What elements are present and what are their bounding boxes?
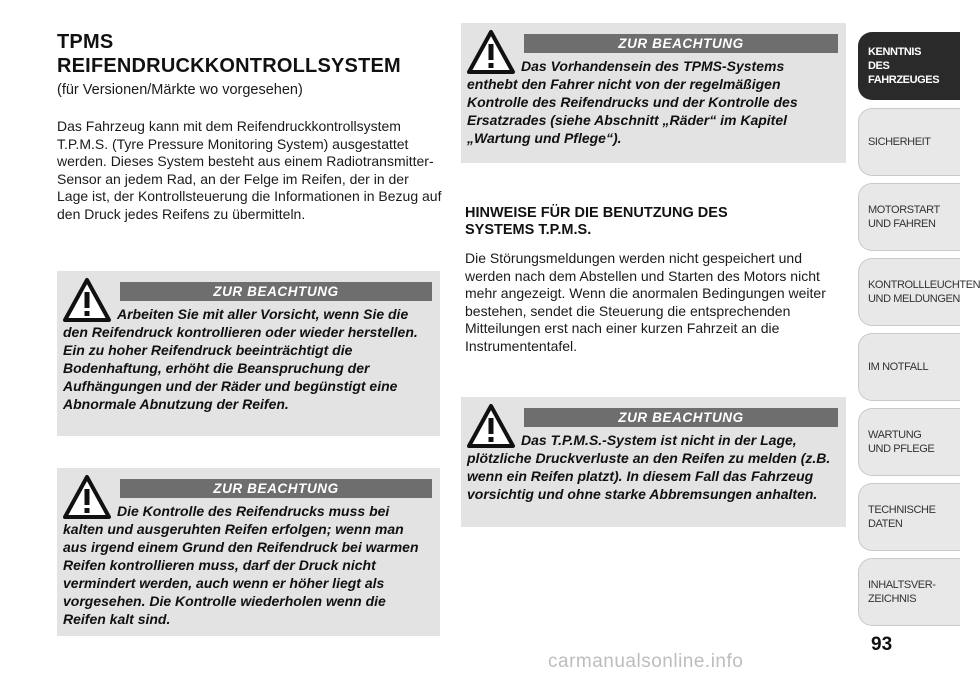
- warning-banner: ZUR BEACHTUNG: [120, 479, 432, 498]
- page-number: 93: [871, 634, 893, 655]
- watermark: carmanualsonline.info: [548, 651, 744, 672]
- warning-box-2: [57, 468, 440, 636]
- tab-kontrollleuchten-und-meldungen[interactable]: [858, 258, 980, 326]
- warning-banner: ZUR BEACHTUNG: [120, 282, 432, 301]
- tab-label: IM NOTFALL: [868, 361, 929, 373]
- tab-label: TECHNISCHE DATEN: [868, 504, 936, 530]
- warning-box-1: [57, 271, 440, 436]
- warning-box-4: [461, 397, 846, 527]
- tab-im-notfall[interactable]: [858, 333, 960, 401]
- tab-sicherheit[interactable]: [858, 108, 960, 176]
- page-subtitle: (für Versionen/Märkte wo vorgesehen): [57, 82, 303, 98]
- tab-label: WARTUNG UND PFLEGE: [868, 429, 935, 455]
- tab-label: INHALTSVER- ZEICHNIS: [868, 579, 936, 605]
- tab-wartung-und-pflege[interactable]: [858, 408, 960, 476]
- warning-text: Die Kontrolle des Reifendrucks muss bei kalten und ausgeruhten Reifen erfolgen; wenn man aus irgend einem Grund den Reifendruck bei warmen Reifen kontrollieren muss, darf der Druck nicht vermindert werden, auch wenn er höher liegt als vorgesehen. Die Kontrolle wiederholen wenn die Reifen kalt sind.: [63, 503, 419, 627]
- tab-label: KONTROLLLEUCHTEN UND MELDUNGEN: [868, 279, 980, 305]
- section-paragraph: Die Störungsmeldungen werden nicht gespeichert und werden nach dem Abstellen und Starten des Motors nicht mehr angezeigt. Wenn die anormalen Bedingungen weiter bestehen, sendet die Steuerung die entsprechenden Mitteilungen erst nach einer kurzen Fahrzeit an die Instrumententafel.: [465, 250, 826, 354]
- warning-text: Das Vorhandensein des TPMS-Systems enthebt den Fahrer nicht von der regelmäßigen Kontrolle des Reifendrucks und der Kontrolle des Ersatzrades (siehe Abschnitt „Räder“ im Kapitel „Wartung und Pflege“).: [467, 58, 798, 146]
- chapter-tabs: [858, 0, 980, 677]
- intro-paragraph: Das Fahrzeug kann mit dem Reifendruckkontrollsystem T.P.M.S. (Tyre Pressure Monitoring System) ausgestattet werden. Dieses System besteht aus einem Radiotransmitter-Sensor an jedem Rad, an der Felge im Reifen, der in der Lage ist, der Kontrollsteuerung die Informationen in Bezug auf den Druck jedes Reifens zu übermitteln.: [57, 118, 442, 222]
- tab-inhaltsverzeichnis[interactable]: [858, 558, 960, 626]
- page-title: [57, 30, 437, 78]
- page-title-line-2: REIFENDRUCKKONTROLLSYSTEM: [57, 55, 401, 77]
- tab-kenntnis-des-fahrzeuges[interactable]: [858, 32, 960, 100]
- tab-label: KENNTNIS DES FAHRZEUGES: [868, 46, 940, 86]
- warning-text: Arbeiten Sie mit aller Vorsicht, wenn Sie die den Reifendruck kontrollieren oder wieder herstellen. Ein zu hoher Reifendruck beeinträchtigt die Bodenhaftung, erhöht die Beanspruchung der Aufhängungen und der Räder und begünstigt eine Abnormale Abnutzung der Reifen.: [63, 306, 418, 412]
- tab-label: MOTORSTART UND FAHREN: [868, 204, 940, 230]
- page-title-line-1: TPMS: [57, 31, 114, 53]
- warning-text: Das T.P.M.S.-System ist nicht in der Lage, plötzliche Druckverluste an den Reifen zu melden (z.B. wenn ein Reifen platzt). In diesem Fall das Fahrzeug vorsichtig und ohne starke Abbremsungen anhalten.: [467, 432, 831, 502]
- warning-banner: ZUR BEACHTUNG: [524, 34, 838, 53]
- warning-box-3: [461, 23, 846, 163]
- tab-motorstart-und-fahren[interactable]: [858, 183, 960, 251]
- section-heading-line-1: HINWEISE FÜR DIE BENUTZUNG DES: [465, 205, 728, 221]
- tab-technische-daten[interactable]: [858, 483, 960, 551]
- tab-label: SICHERHEIT: [868, 136, 931, 148]
- section-heading-line-2: SYSTEMS T.P.M.S.: [465, 222, 592, 238]
- warning-banner: ZUR BEACHTUNG: [524, 408, 838, 427]
- section-heading: [465, 205, 825, 239]
